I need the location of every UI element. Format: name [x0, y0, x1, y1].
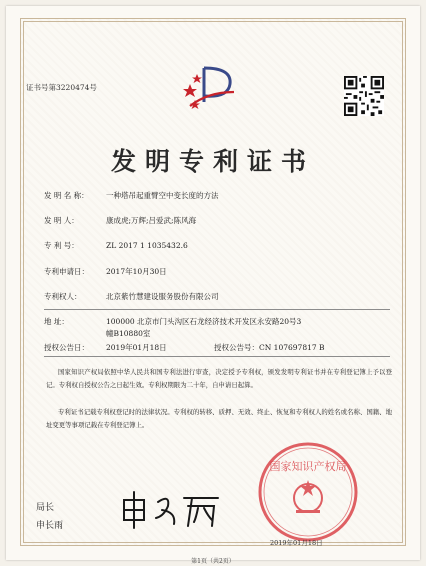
certificate-title: 发明专利证书	[110, 147, 315, 176]
field-label: 地 址：	[44, 317, 69, 326]
grant-number-label: 授权公告号：	[214, 343, 259, 352]
field-label: 发 明 名 称：	[44, 191, 89, 200]
field-value: 康成虎;万辉;吕爱武;陈风海	[106, 216, 197, 225]
seal-text: 国家知识产权局	[269, 460, 347, 473]
grant-date: 2019年01月18日	[106, 343, 167, 352]
certificate-number: 证书号第3220474号	[26, 83, 97, 92]
seal-date: 2019年01月18日	[270, 539, 323, 547]
field-value: 北京紫竹慧建设服务股份有限公司	[106, 292, 219, 301]
signer-title: 局长	[36, 503, 55, 513]
field-patentee	[44, 291, 219, 302]
field-address-cont	[44, 328, 150, 339]
certificate-sheet	[6, 6, 420, 565]
field-address	[44, 316, 301, 327]
statement-paragraph-2: 专利证书记载专利权登记时的法律状况。专利权的转移、质押、无效、终止、恢复和专利权人的姓名或名称、国籍、地址变更等事项记载在专利登记簿上。	[46, 408, 392, 429]
signer-name: 申长雨	[36, 521, 64, 531]
field-grant	[44, 342, 325, 353]
field-value: ZL 2017 1 1035432.6	[106, 241, 188, 250]
grant-date-label: 授权公告日：	[44, 343, 89, 352]
field-label: 专 利 号：	[44, 241, 79, 250]
field-value: 100000 北京市门头沟区石龙经济技术开发区永安路20号3	[106, 317, 302, 326]
field-value: 2017年10月30日	[106, 267, 167, 276]
field-patent-number	[44, 240, 188, 251]
statement-paragraph-1: 国家知识产权局依照中华人民共和国专利法进行审查，决定授予专利权，颁发发明专利证书并在专利登记簿上予以登记。专利权自授权公告之日起生效。专利权期限为二十年，自申请日起算。	[46, 368, 392, 389]
official-seal	[256, 440, 360, 544]
page-number: 第1页（共2页）	[191, 558, 235, 565]
field-inventors	[44, 215, 196, 226]
field-label: 专利权人：	[44, 292, 82, 301]
grant-number: CN 107697817 B	[259, 343, 325, 352]
handwritten-signature	[118, 490, 228, 530]
field-value: 一种塔吊起重臂空中变长度的方法	[106, 191, 219, 200]
field-label: 专利申请日：	[44, 267, 89, 276]
qr-code	[344, 76, 384, 116]
patent-office-emblem-icon	[182, 62, 240, 114]
divider	[44, 309, 390, 310]
field-filing-date	[44, 266, 167, 277]
field-invention-title	[44, 190, 219, 201]
divider	[44, 356, 390, 357]
field-value: 幢B10880室	[106, 329, 151, 338]
field-label: 发 明 人：	[44, 216, 79, 225]
